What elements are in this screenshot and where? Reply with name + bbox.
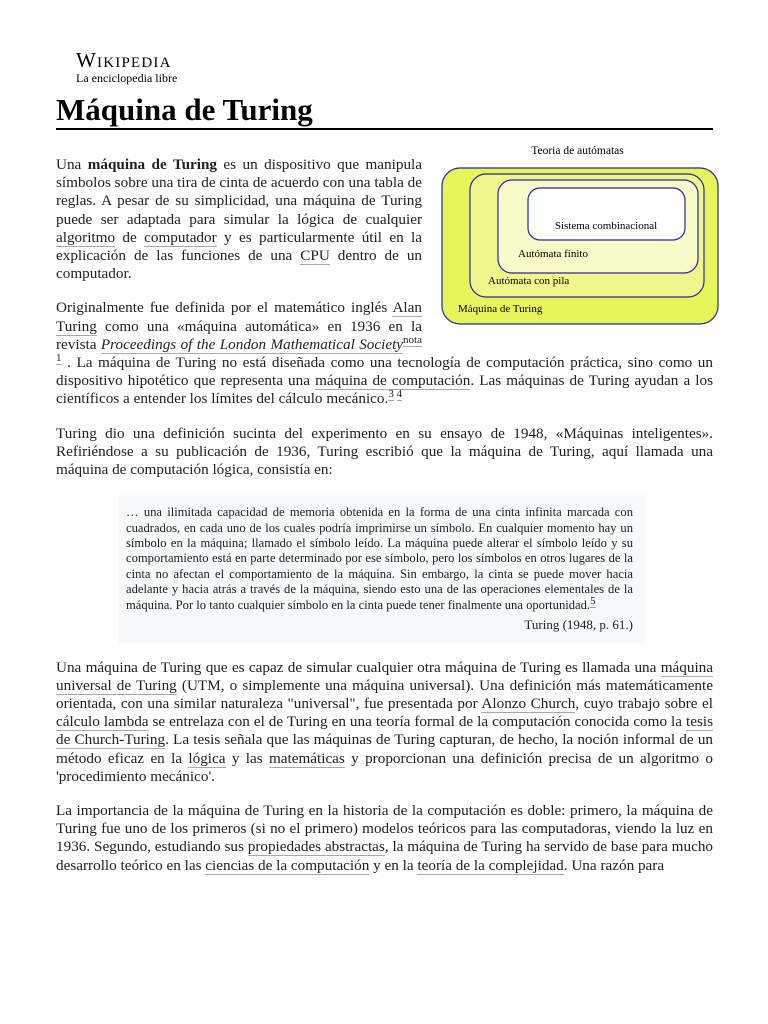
text: como una «máquina automática» en 1936 en la revista	[56, 317, 422, 353]
link-alonzo-church[interactable]: Alonzo Church	[481, 694, 576, 712]
logo-tagline: La enciclopedia libre	[76, 71, 178, 85]
footnote-4[interactable]: 4	[396, 388, 403, 401]
text: de	[115, 228, 145, 246]
text: . Una razón para	[563, 856, 665, 874]
automata-diagram	[436, 142, 719, 332]
text: Una	[56, 156, 88, 173]
link-teoria-complejidad[interactable]: teoría de la complejidad	[417, 856, 564, 874]
text: , la máquina de Turing ha servido de base para mucho desarrollo teórico en las	[56, 838, 714, 874]
article-page	[56, 46, 713, 891]
footnote-3[interactable]: 3	[388, 388, 394, 401]
text: . La tesis señala que las máquinas de Turing capturan, de hecho, la noción informal de un método eficaz en la	[56, 731, 714, 767]
blockquote	[118, 495, 645, 642]
paragraph-importance	[56, 802, 713, 875]
wikipedia-logo[interactable]	[56, 46, 713, 92]
page-title: Máquina de Turing	[56, 92, 713, 130]
text: y proporcionan una definición precisa de un algoritmo o 'procedimiento mecánico'.	[56, 749, 713, 785]
text: , cuyo trabajo sobre el	[575, 694, 713, 712]
link-tesis-church-turing[interactable]: tesis de Church-Turing	[56, 713, 713, 749]
term-bold: máquina de Turing	[87, 156, 218, 173]
link-cpu[interactable]: CPU	[300, 247, 330, 265]
text: es un dispositivo que manipula símbolos sobre una tira de cinta de acuerdo con una tabla de reglas. A pesar de su simplicidad, una máquina de Turing puede ser adaptada para simular la lógica de cualquier	[56, 156, 423, 228]
footnote-5[interactable]: 5	[590, 594, 596, 607]
text: dentro de un computador.	[56, 247, 423, 283]
label-combinational-system: Sistema combinacional	[554, 220, 658, 232]
figure-caption: Teoria de autómatas	[531, 145, 624, 157]
footnote-nota-1[interactable]: nota 1	[56, 333, 422, 364]
automata-figure	[436, 142, 719, 332]
link-algoritmo[interactable]: algoritmo	[56, 228, 116, 246]
link-matematicas[interactable]: matemáticas	[268, 749, 345, 767]
text: La importancia de la máquina de Turing en la historia de la computación es doble: primero, la máquina de Turing fue uno de los primeros (si no el primero) modelos teóricos para las computadoras, viendo la luz en 1936. Segundo, estudiando sus	[56, 801, 713, 856]
text: y las	[225, 749, 269, 767]
quote-citation: Turing (1948, p. 61.)	[524, 617, 633, 633]
link-proceedings[interactable]: Proceedings of the London Mathematical Society	[100, 335, 404, 353]
link-calculo-lambda[interactable]: cálculo lambda	[56, 713, 149, 731]
link-ciencias-computacion[interactable]: ciencias de la computación	[205, 856, 370, 874]
label-turing-machine: Máquina de Turing	[458, 303, 543, 315]
text: Una máquina de Turing que es capaz de simular cualquier otra máquina de Turing es llamada una	[56, 658, 661, 676]
text: y en la	[369, 856, 418, 874]
article-body	[56, 145, 714, 875]
link-maquina-computacion[interactable]: máquina de computación	[315, 372, 471, 390]
link-propiedades-abstractas[interactable]: propiedades abstractas	[247, 838, 385, 856]
link-alan-turing[interactable]: Alan Turing	[56, 299, 422, 335]
link-logica[interactable]: lógica	[188, 749, 226, 767]
paragraph-definition: Turing dio una definición sucinta del experimento en su ensayo de 1948, «Máquinas inteligentes». Refiriéndose a su publicación de 1936, Turing escribió que la máquina de Turing, aquí llamada una máquina de computación lógica, consistía en:	[56, 424, 713, 479]
text: Originalmente fue definida por el matemático inglés	[56, 299, 393, 317]
text: . La máquina de Turing no está diseñada como una tecnología de computación práctica, sino como un dispositivo hipotético que representa una	[56, 354, 713, 390]
label-finite-automaton: Autómata finito	[518, 248, 588, 260]
label-pushdown-automaton: Autómata con pila	[488, 275, 570, 287]
text: (UTM, o simplemente una máquina universal). Una definición más matemáticamente orientada, con una similar naturaleza "universal", fue presentada por	[56, 676, 713, 712]
link-maquina-universal[interactable]: máquina universal de Turing	[56, 658, 713, 694]
text: y es particularmente útil en la explicación de las funciones de una	[56, 228, 422, 265]
logo-wordmark: Wikipedia	[76, 48, 172, 72]
quote-text: … una ilimitada capacidad de memoria obtenida en la forma de una cinta infinita marcada con cuadrados, en cada uno de los cuales podría imprimirse un símbolo. En cualquier momento hay un símbolo en la máquina; llamado el símbolo leído. La máquina puede alterar el símbolo leído y su comportamiento está en parte determinado por ese símbolo, pero los símbolos en otros lugares de la cinta no afectan el comportamiento de la máquina. Sin embargo, la cinta se puede mover hacia adelante y hacia atrás a través de la máquina, siendo esto una de las operaciones elementales de la máquina. Por lo tanto cualquier símbolo en la cinta puede tener finalmente una oportunidad.	[126, 505, 633, 612]
link-computador[interactable]: computador	[144, 228, 217, 246]
paragraph-universal	[56, 659, 713, 786]
level-combinational-system	[528, 188, 685, 240]
text: se entrelaza con el de Turing en una teoría formal de la computación conocida como la	[148, 713, 686, 731]
text: . Las máquinas de Turing ayudan a los científicos a entender los límites del cálculo mecánico.	[56, 372, 714, 408]
